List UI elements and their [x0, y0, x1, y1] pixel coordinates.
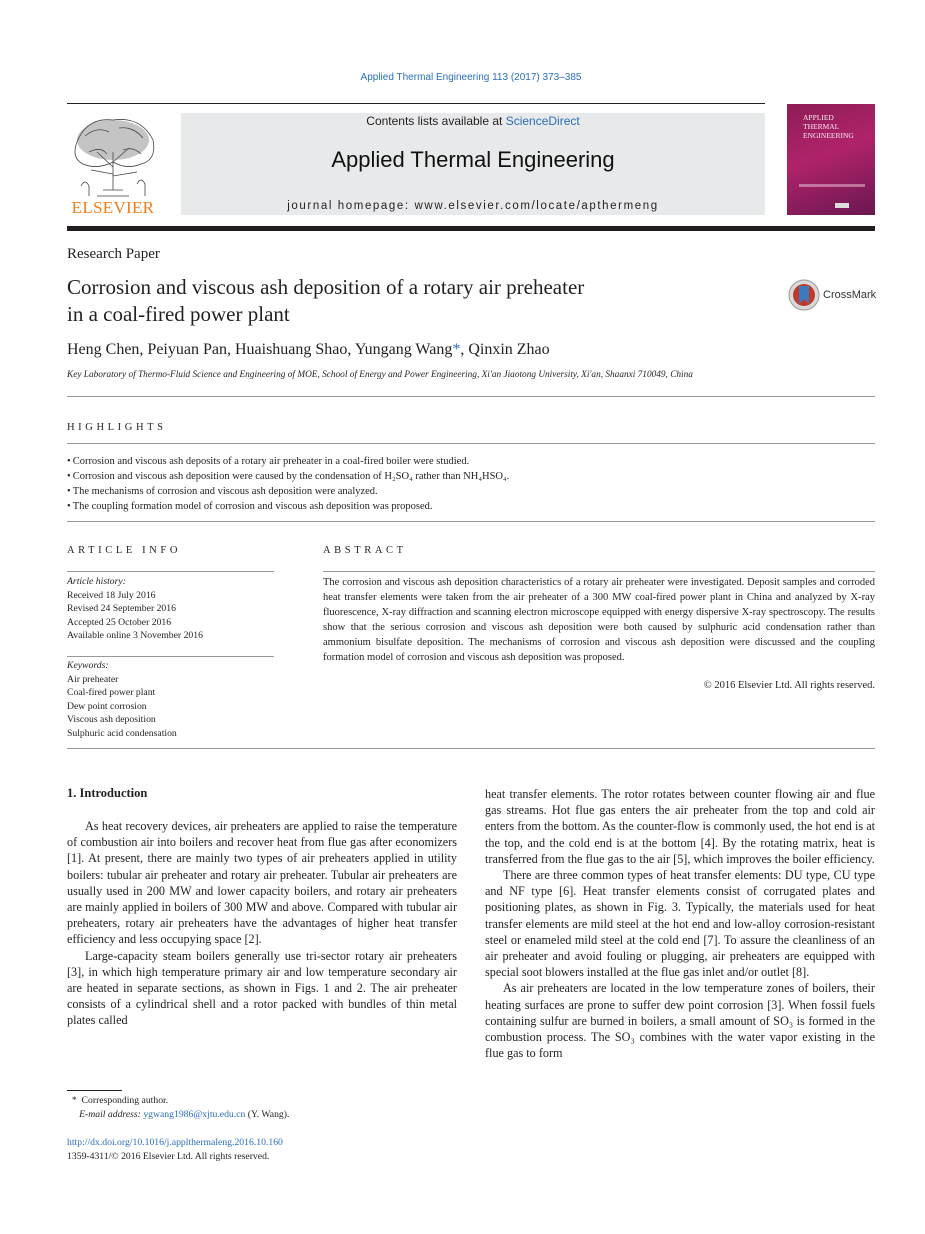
corresponding-author-note: * Corresponding author.	[71, 1095, 169, 1106]
journal-homepage-link[interactable]: journal homepage: www.elsevier.com/locate/apthermeng	[287, 200, 659, 212]
body-paragraph: heat transfer elements. The rotor rotates between counter flowing air and flue gas streams. Hot flue gas enters the air preheater from the top and cold air enters from the bottom. As the counter-flow is commonly used, the hot end is at the top, and the cold end is at the bottom [4]. By the rotating matrix, heat is transferred from the flue gas to the air [5], which improves the boiler efficiency.	[485, 787, 875, 866]
cover-badge	[835, 203, 849, 208]
title-line-2: in a coal-fired power plant	[67, 302, 290, 326]
history-label: Article history:	[67, 576, 126, 587]
divider	[67, 443, 875, 444]
author-list	[67, 341, 550, 359]
body-paragraph: As air preheaters are located in the low temperature zones of boilers, their heating surfaces are prone to suffer dew point corrosion [3]. When fossil fuels containing sulfur are burned in boilers, a small amount of SO₃ is formed in the combustion process. The SO₃ combines with the water vapor existing in the flue gas to form	[485, 981, 875, 1061]
article-info-heading: ARTICLE INFO	[67, 545, 182, 556]
keywords	[67, 659, 277, 740]
cover-title: APPLIED THERMAL ENGINEERING	[803, 113, 854, 140]
keyword: Dew point corrosion	[67, 700, 147, 712]
history-item: Revised 24 September 2016	[67, 603, 176, 614]
authors-last: , Qinxin Zhao	[460, 341, 550, 358]
body-paragraph: As heat recovery devices, air preheaters are applied to raise the temperature of combustion air into boilers and recover heat from flue gas after economizers [1]. At present, there are mainly two types of air preheaters applied in utility boilers: tubular air preheater and rotary air preheater. Tubular air preheaters are usually used in 200 MW and lower capacity boilers, and rotary air preheaters are mainly applied in boilers of 300 MW and above. Compared with tubular air preheaters, rotary air preheaters have the advantages of higher heat transfer efficiency and less occupying space [2].	[67, 819, 457, 947]
contents-availability	[181, 114, 765, 128]
doi-block	[67, 1136, 283, 1164]
divider	[67, 521, 875, 522]
contents-prefix: Contents lists available at	[366, 114, 506, 128]
header-thick-rule	[67, 226, 875, 231]
article-title	[67, 274, 747, 328]
article-history	[67, 575, 277, 643]
section-heading-introduction: 1. Introduction	[67, 786, 148, 800]
highlights-heading: HIGHLIGHTS	[67, 422, 167, 433]
sciencedirect-link[interactable]: ScienceDirect	[505, 114, 580, 128]
divider	[67, 396, 875, 397]
footnote	[67, 1094, 289, 1122]
abstract-text: The corrosion and viscous ash deposition characteristics of a rotary air preheater were investigated. Deposit samples and corroded heat transfer elements were taken from the air preheater of a 300 MW coal-fired power plant in China and analyzed by X-ray fluorescence, X-ray diffraction and scanning electron microscope equipped with energy dispersive X-ray spectroscopy. The results show that the serious corrosion and viscous ash deposition were both caused by sulphuric acid condensation rather than ammonium bisulfate deposition. The mechanisms of corrosion and viscous ash deposition were discussed and the coupling formation model of corrosion and viscous ash deposition was proposed.	[323, 577, 875, 663]
journal-title: Applied Thermal Engineering	[331, 147, 615, 172]
history-item: Available online 3 November 2016	[67, 630, 203, 641]
authors-first: Heng Chen, Peiyuan Pan, Huaishuang Shao, Yungang Wang	[67, 341, 453, 358]
paper-type: Research Paper	[67, 246, 160, 262]
divider	[323, 571, 875, 572]
highlight-item: • Corrosion and viscous ash deposits of a rotary air preheater in a coal-fired boiler were studied.	[67, 454, 875, 469]
keyword: Coal-fired power plant	[67, 687, 156, 698]
cover-strip	[799, 184, 865, 187]
highlight-item: • The coupling formation model of corrosion and viscous ash deposition was proposed.	[67, 499, 875, 514]
abstract-copyright: © 2016 Elsevier Ltd. All rights reserved.	[703, 680, 875, 691]
doi-link[interactable]: http://dx.doi.org/10.1016/j.applthermaleng.2016.10.160	[67, 1137, 283, 1148]
body-column-left	[67, 818, 457, 1029]
journal-cover-image[interactable]	[787, 104, 875, 215]
crossmark-label[interactable]: CrossMark	[823, 289, 877, 301]
email-note: E-mail address: ygwang1986@xjtu.edu.cn (Y. Wang).	[79, 1109, 290, 1120]
divider	[67, 748, 875, 749]
title-line-1: Corrosion and viscous ash deposition of a rotary air preheater	[67, 275, 585, 299]
divider	[67, 656, 274, 657]
journal-reference-link[interactable]: Applied Thermal Engineering 113 (2017) 373–385	[360, 72, 582, 83]
affiliation: Key Laboratory of Thermo-Fluid Science and Engineering of MOE, School of Energy and Power Engineering, Xi'an Jiaotong University, Xi'an, Shaanxi 710049, China	[67, 370, 693, 380]
abstract-heading: ABSTRACT	[323, 545, 407, 556]
keyword: Viscous ash deposition	[67, 714, 156, 725]
keyword: Sulphuric acid condensation	[67, 727, 177, 739]
highlight-item: • The mechanisms of corrosion and viscous ash deposition were analyzed.	[67, 484, 875, 499]
keywords-label: Keywords:	[67, 660, 109, 671]
history-item: Accepted 25 October 2016	[67, 616, 172, 628]
header-divider	[67, 103, 765, 104]
body-column-right	[485, 786, 875, 1061]
issn-line: 1359-4311/© 2016 Elsevier Ltd. All rights reserved.	[67, 1151, 270, 1162]
body-paragraph: Large-capacity steam boilers generally use tri-sector rotary air preheaters [3], in which high temperature primary air and low temperature secondary air are heated in separate sections, as shown in Figs. 1 and 2. The air preheater consists of a cylindrical shell and a rotor packed with bundles of thin metal plates called	[67, 948, 457, 1028]
email-link[interactable]: ygwang1986@xjtu.edu.cn	[143, 1109, 246, 1120]
highlights-list	[67, 454, 875, 514]
footnote-rule	[67, 1090, 122, 1091]
corresponding-author-mark[interactable]: *	[452, 341, 461, 358]
history-item: Received 18 July 2016	[67, 589, 156, 601]
divider	[67, 571, 274, 572]
keyword: Air preheater	[67, 673, 119, 685]
elsevier-wordmark: ELSEVIER	[71, 198, 155, 217]
body-paragraph: There are three common types of heat transfer elements: DU type, CU type and NF type [6]. Heat transfer elements consist of corrugated plates and positioning plates, as shown in Fig. 3. Typically, the materials used for heat transfer elements are mild steel at the hot end and low-alloy corrosion-resistant steel or enameled mild steel at the cold end [7]. To assure the cleanliness of an air preheater and avoid fouling or plugging, air preheaters are equipped with special soot blowers installed at the flue gas inlet and/or outlet [8].	[485, 868, 875, 980]
highlight-item: • Corrosion and viscous ash deposition were caused by the condensation of H₂SO₄ rather than NH₄HSO₄.	[67, 469, 875, 484]
